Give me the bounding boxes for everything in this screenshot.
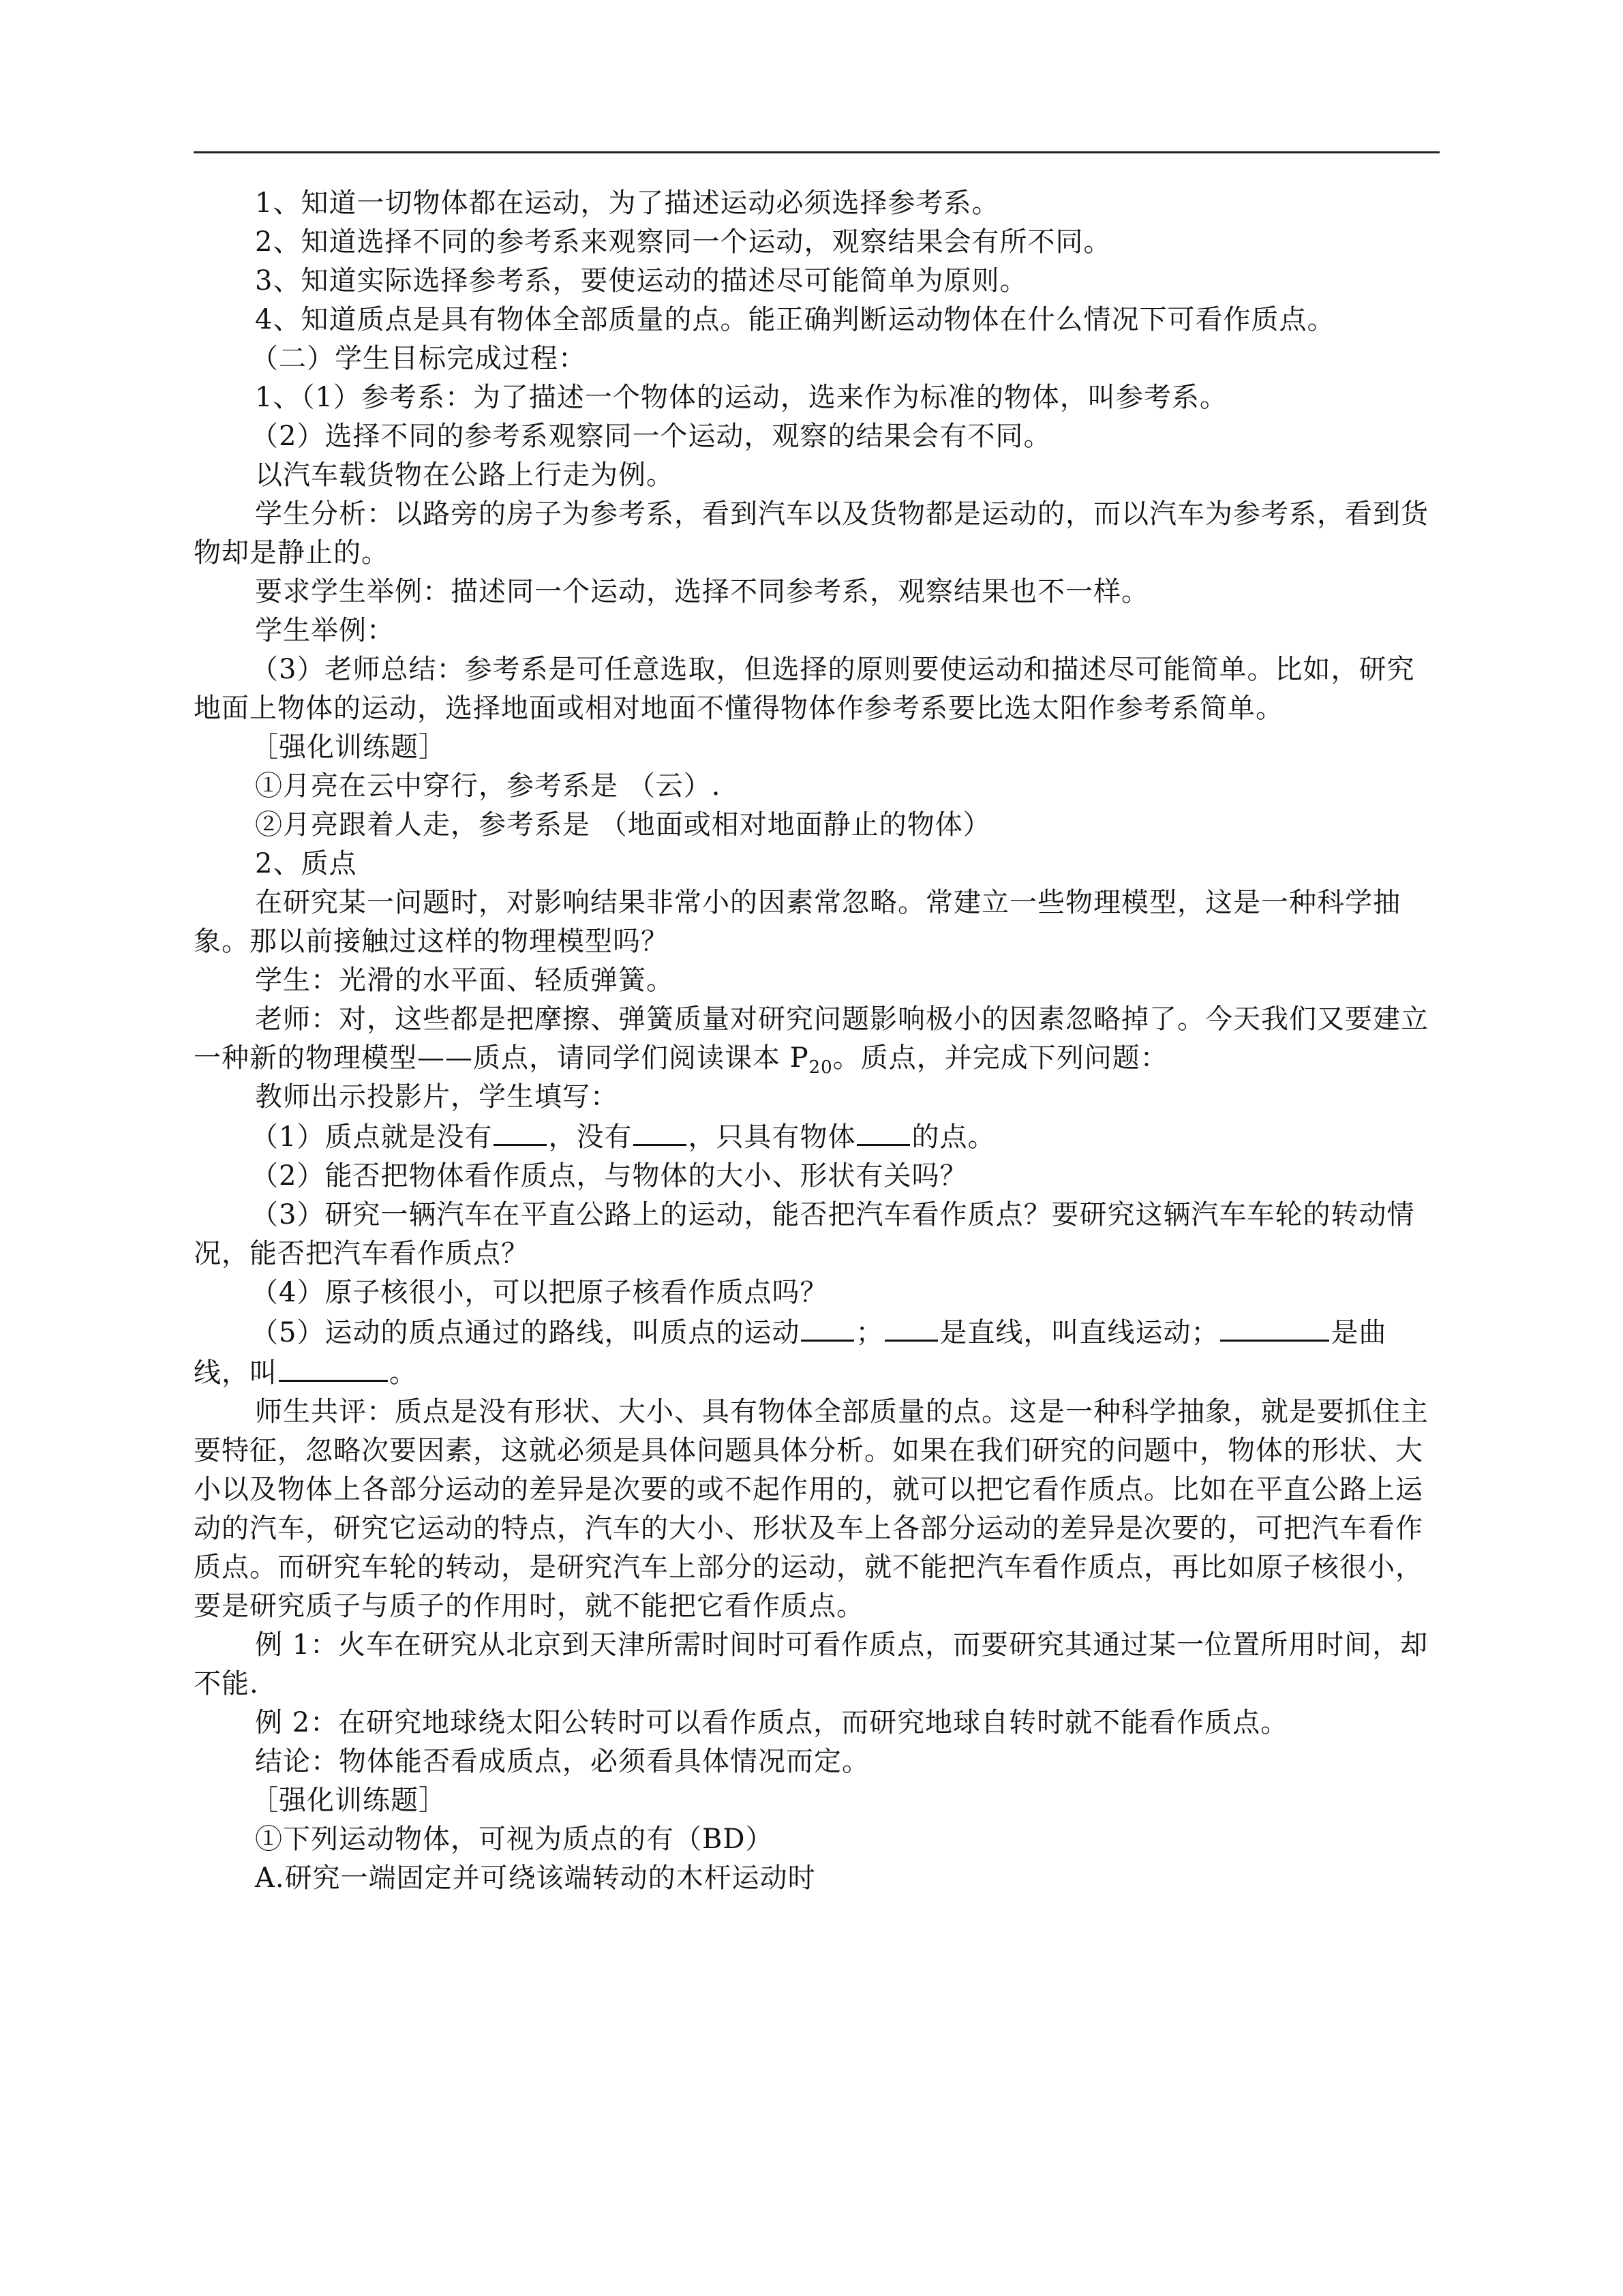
mass-paragraph-2: 学生：光滑的水平面、轻质弹簧。	[255, 965, 674, 996]
mass-paragraph-3-tail: 。质点，并完成下列问题：	[832, 1042, 1168, 1074]
mass-paragraph-1: 在研究某一问题时，对影响结果非常小的因素常忽略。常建立一些物理模型，这是一种科学抽象。那以前接触过这样的物理模型吗？	[194, 887, 1401, 957]
fill-question-4: （4）原子核很小，可以把原子核看作质点吗？	[251, 1277, 828, 1308]
drill-option-a: A.研究一端固定并可绕该端转动的木杆运动时	[255, 1862, 816, 1894]
ref-paragraph-4: 学生分析：以路旁的房子为参考系，看到汽车以及货物都是运动的，而以汽车为参考系，看到货物却是静止的。	[194, 498, 1429, 569]
example-1: 例 1：火车在研究从北京到天津所需时间时可看作质点，而要研究其通过某一位置所用时间，却不能.	[194, 1629, 1429, 1700]
drill-question-2: ②月亮跟着人走，参考系是 （地面或相对地面静止的物体）	[255, 809, 991, 841]
goal-1: 1、知道一切物体都在运动，为了描述运动必须选择参考系。	[255, 187, 1000, 219]
section-heading: （二）学生目标完成过程：	[251, 343, 586, 374]
fill-question-5-text-e: 。	[389, 1357, 417, 1389]
example-2: 例 2：在研究地球绕太阳公转时可以看作质点，而研究地球自转时就不能看作质点。	[255, 1707, 1289, 1738]
review-paragraph: 师生共评：质点是没有形状、大小、具有物体全部质量的点。这是一种科学抽象，就是要抓住主要特征，忽略次要因素，这就必须是具体问题具体分析。如果在我们研究的问题中，物体的形状、大小以及物体上各部分运动的差异是次要的或不起作用的，就可以把它看作质点。比如在平直公路上运动的汽车，研究它运动的特点，汽车的大小、形状及车上各部分运动的差异是次要的，可把汽车看作质点。而研究车轮的转动，是研究汽车上部分的运动，就不能把汽车看作质点，再比如原子核很小，要是研究质子与质子的作用时，就不能把它看作质点。	[194, 1396, 1429, 1622]
fill-question-3: （3）研究一辆汽车在平直公路上的运动，能否把汽车看作质点？要研究这辆汽车车轮的转动情况，能否把汽车看作质点？	[194, 1199, 1415, 1269]
drill-label-1: ［强化训练题］	[251, 731, 446, 763]
fill-question-1-text-b: ，没有	[548, 1121, 633, 1153]
ref-paragraph-1: 1、（1）参考系：为了描述一个物体的运动，选来作为标准的物体，叫参考系。	[255, 382, 1228, 413]
goal-2: 2、知道选择不同的参考系来观察同一个运动，观察结果会有所不同。	[255, 226, 1112, 258]
fill-blank[interactable]	[801, 1312, 854, 1342]
document-body	[194, 184, 1440, 1898]
fill-blank[interactable]	[279, 1353, 388, 1382]
fill-question-1	[194, 1117, 1440, 1157]
fill-question-5-text-d: 是曲线，叫	[194, 1317, 1387, 1389]
drill-question-1: ①月亮在云中穿行，参考系是 （云）.	[255, 770, 721, 802]
fill-question-5-text-a: （5）运动的质点通过的路线，叫质点的运动	[251, 1317, 800, 1348]
goal-4: 4、知道质点是具有物体全部质量的点。能正确判断运动物体在什么情况下可看作质点。	[255, 304, 1335, 335]
mass-paragraph-4: 教师出示投影片，学生填写：	[255, 1081, 618, 1113]
fill-blank[interactable]	[633, 1117, 686, 1146]
ref-paragraph-7: （3）老师总结：参考系是可任意选取，但选择的原则要使运动和描述尽可能简单。比如，研究地面上物体的运动，选择地面或相对地面不懂得物体作参考系要比选太阳作参考系简单。	[194, 654, 1415, 724]
ref-paragraph-3: 以汽车载货物在公路上行走为例。	[255, 459, 674, 491]
ref-paragraph-2: （2）选择不同的参考系观察同一个运动，观察的结果会有不同。	[251, 421, 1052, 452]
drill-label-2: ［强化训练题］	[251, 1785, 446, 1816]
fill-question-2: （2）能否把物体看作质点，与物体的大小、形状有关吗？	[251, 1160, 968, 1192]
fill-question-1-text-c: ，只具有物体	[688, 1121, 856, 1153]
fill-question-1-text-d: 的点。	[911, 1121, 996, 1153]
fill-question-1-text-a: （1）质点就是没有	[251, 1121, 493, 1153]
fill-blank[interactable]	[1220, 1312, 1329, 1342]
goal-3: 3、知道实际选择参考系，要使运动的描述尽可能简单为原则。	[255, 265, 1028, 297]
fill-question-5-text-b: ；	[855, 1317, 884, 1348]
fill-blank[interactable]	[857, 1117, 910, 1146]
conclusion: 结论：物体能否看成质点，必须看具体情况而定。	[255, 1746, 870, 1777]
header-rule	[194, 151, 1440, 153]
drill-question-3: ①下列运动物体，可视为质点的有（BD）	[255, 1824, 774, 1855]
mass-heading: 2、质点	[255, 848, 357, 879]
ref-paragraph-5: 要求学生举例：描述同一个运动，选择不同参考系，观察结果也不一样。	[255, 576, 1149, 607]
fill-question-5	[194, 1312, 1440, 1393]
fill-blank[interactable]	[494, 1117, 547, 1146]
mass-paragraph-3	[194, 1000, 1440, 1078]
fill-blank[interactable]	[885, 1312, 938, 1342]
page-number-subscript: 20	[808, 1057, 833, 1078]
ref-paragraph-6: 学生举例：	[255, 615, 395, 646]
fill-question-5-text-c: 是直线，叫直线运动；	[939, 1317, 1219, 1348]
mass-paragraph-3-text: 老师：对，这些都是把摩擦、弹簧质量对研究问题影响极小的因素忽略掉了。今天我们又要建立一种新的物理模型——质点，请同学们阅读课本 P	[194, 1003, 1429, 1074]
